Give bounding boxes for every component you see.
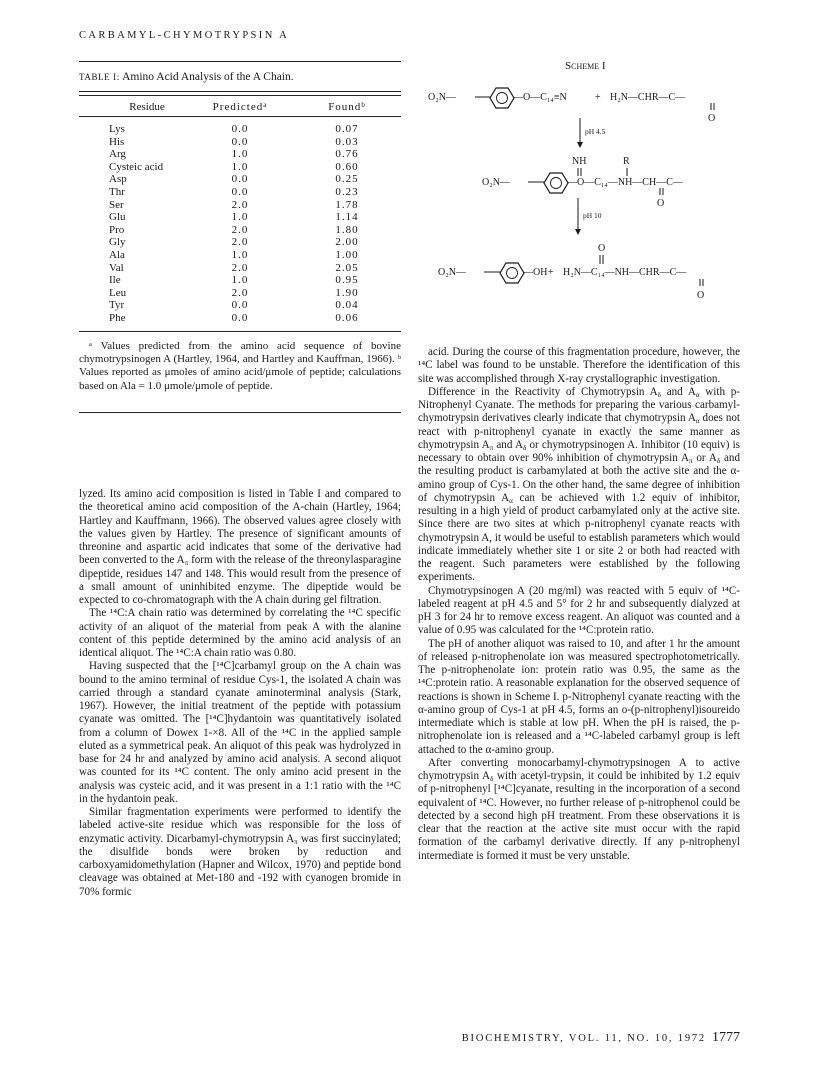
cell-predicted: 2.0 (231, 223, 249, 236)
table-body (79, 117, 401, 325)
table-row (79, 211, 401, 224)
table-footnote: ᵃ Values predicted from the amino acid sequence of bovine chymotrypsinogen A (Hartley, 1964, and Hartley and Kauffman, 1966). ᵇ Values reported as μmoles of amino acid/μmole of peptide; calculations based on Ala = 1.0 μmole/μmole of peptide. (79, 339, 401, 392)
cell-predicted: 0.0 (231, 123, 249, 135)
table-top-rule (79, 61, 401, 62)
cell-predicted: 2.0 (231, 198, 249, 211)
row3-product: H₂N—C₁₄—NH—CHR—C— (563, 267, 687, 278)
benzene-ring-icon (490, 88, 514, 108)
table-label: TABLE I: (79, 72, 120, 82)
cell-residue: Thr (109, 185, 125, 198)
table-row (79, 148, 401, 161)
body-paragraph: The pH of another aliquot was raised to 10, and after 1 hr the amount of released p-nitrophenolate ion was measured spectrophotometrically. The p-nitrophenolate ion: protein ratio was 0.95, the same as the ¹⁴C:protein ratio. A reasonable explanation for the observed sequence of reactions is shown in Scheme I. p-Nitrophenyl cyanate reacting with the α-amino group of Cys-1 at pH 4.5, forms an o-(p-nitrophenyl)isoureido intermediate which is stable at low pH. When the pH is raised, the p-nitrophenolate ion is released and a ¹⁴C-labeled carbamyl group is left attached to the α-amino group. (418, 637, 740, 756)
row1-amine: H₂N—CHR—C— (610, 92, 686, 103)
cell-found: 1.78 (335, 198, 359, 211)
cell-residue: Ala (109, 248, 125, 261)
cell-found: 1.14 (335, 211, 359, 224)
cell-residue: Cysteic acid (109, 160, 164, 173)
cell-found: 1.00 (335, 248, 359, 261)
cell-found: 0.76 (335, 148, 359, 161)
table-caption (79, 71, 401, 83)
cell-residue: Lys (109, 123, 125, 135)
cell-residue: Ser (109, 198, 124, 211)
cell-predicted: 2.0 (231, 286, 249, 299)
cell-predicted: 1.0 (231, 274, 249, 287)
amino-acid-table (79, 96, 401, 325)
table-row (79, 173, 401, 186)
cell-residue: Pro (109, 223, 125, 236)
running-head: CARBAMYL-CHYMOTRYPSIN A (79, 30, 290, 41)
row3-top-o: O (598, 243, 606, 254)
cell-found: 0.60 (335, 160, 359, 173)
benzene-ring-icon (544, 173, 568, 193)
cell-found: 1.90 (335, 286, 359, 299)
row1-carbonyl-o: O (708, 113, 716, 124)
arrow2-condition: pH 10 (583, 211, 602, 220)
header-predicted: Predicted$^a$ (212, 101, 268, 113)
cell-predicted: 2.0 (231, 261, 249, 274)
cell-found: 0.25 (335, 173, 359, 186)
scheme-title: Scheme I (565, 60, 606, 72)
cell-found: 2.05 (335, 261, 359, 274)
table-header-row (79, 96, 401, 117)
body-paragraph: Having suspected that the [¹⁴C]carbamyl group on the A chain was bound to the amino terminal of residue Cys-1, the isolated A chain was carried through a standard cyanate aminoterminal analysis (Stark, 1967). However, the initial treatment of the peptide with potassium cyanate was omitted. The [¹⁴C]hydantoin was quantitatively isolated from a column of Dowex 1-×8. All of the ¹⁴C in the applied sample eluted as a symmetrical peak. An aliquot of this peak was hydrolyzed in base for 24 hr and analyzed by amino acid analysis. A second aliquot was counted for its ¹⁴C content. The only amino acid present in the analysis was cysteic acid, and it was present in a 1:1 ratio with the ¹⁴C in the hydantoin peak. (79, 660, 401, 805)
cell-predicted: 1.0 (231, 211, 249, 224)
cell-found: 0.23 (335, 185, 359, 198)
row3-nitro: O₂N— (438, 267, 466, 278)
cell-predicted: 0.0 (231, 299, 249, 312)
cell-residue: Tyr (109, 299, 125, 312)
body-paragraph: Difference in the Reactivity of Chymotrypsin $A_\delta$ and $A_\alpha$ with p-Nitrophenyl Cyanate. The methods for preparing the various carbamyl-chymotrypsin derivatives clearly indicate that chymotrypsin $A_\alpha$ does not react with p-nitrophenyl cyanate in exactly the same manner as chymotrypsin $A_\pi$ and $A_\delta$ or chymotrypsinogen A. Inhibitor (10 equiv) is necessary to obtain over 90% inhibition of chymotrypsin $A_\pi$ or $A_\delta$ and the resulting product is carbamylated at both the active site and the α-amino group of Cys-1. On the other hand, the same degree of inhibition of chymotrypsin $A_\alpha$ can be achieved with 1.2 equiv of inhibitor, resulting in a high yield of product carbamylated only at the active site. Since there are two sites at which p-nitrophenyl cyanate reacts with chymotrypsin A, it would be useful to establish parameters which would indicate immediately whether site 1 or site 2 or both had reacted with the reagent. Such parameters were established by the following experiments. (418, 385, 741, 584)
table-title: Amino Acid Analysis of the A Chain. (122, 71, 294, 83)
footnote-mark-b: b (361, 101, 366, 109)
benzene-ring-icon (500, 263, 524, 283)
cell-found: 0.07 (335, 123, 359, 135)
table-row (79, 186, 401, 199)
table-row (79, 287, 401, 300)
cell-predicted: 0.0 (231, 173, 249, 186)
row1-plus: + (595, 92, 601, 103)
footnote-mark-a: a (263, 101, 268, 109)
journal-citation: BIOCHEMISTRY, VOL. 11, NO. 10, 1972 (461, 1033, 706, 1044)
cell-residue: Gly (109, 236, 126, 249)
right-column-text (418, 346, 740, 863)
table-rule (79, 91, 401, 92)
table-row (79, 312, 401, 325)
row2-nh: NH (572, 156, 587, 167)
table-row (79, 262, 401, 275)
row1-nitro: O₂N— (428, 92, 456, 103)
table-row (79, 236, 401, 249)
table-row (79, 117, 401, 136)
table-row (79, 199, 401, 212)
row3-phenol: —OH (523, 267, 548, 278)
row2-carbonyl-o: O (657, 198, 665, 209)
cell-residue: Ile (109, 274, 121, 287)
row2-nitro: O₂N— (482, 177, 510, 188)
cell-residue: Val (109, 261, 124, 274)
cell-residue: Glu (109, 211, 126, 224)
cell-found: 0.04 (335, 299, 359, 312)
scheme-1-diagram (420, 76, 750, 331)
cell-predicted: 1.0 (231, 160, 249, 173)
row2-intermediate: —O—C₁₄—NH—CH—C— (567, 177, 683, 188)
table-rule (79, 331, 401, 332)
cell-predicted: 0.0 (231, 135, 249, 148)
row3-plus: + (548, 267, 554, 278)
table-row (79, 274, 401, 287)
cell-predicted: 0.0 (231, 311, 249, 324)
page-footer (418, 1030, 740, 1046)
cell-residue: His (109, 135, 125, 148)
cell-predicted: 1.0 (231, 148, 249, 161)
body-paragraph: Chymotrypsinogen A (20 mg/ml) was reacted with 5 equiv of ¹⁴C-labeled reagent at pH 4.5 and 5° for 2 hr and subsequently dialyzed at pH 3 for 24 hr to remove excess reagent. An aliquot was counted and a value of 0.95 was calculated for the ¹⁴C:protein ratio. (418, 584, 740, 637)
cell-residue: Arg (109, 148, 126, 161)
body-paragraph: lyzed. Its amino acid composition is listed in Table I and compared to the theoretical amino acid composition of the A-chain (Hartley, 1964; Hartley and Kauffmann, 1966). The observed values agree closely with the values given by Hartley. The presence of significant amounts of threonine and aspartic acid indicates that some of the derivative had been converted to the $A_\pi$ form with the release of the threonylasparagine dipeptide, residues 147 and 148. This would result from the presence of a small amount of uninhibited enzyme. The dipeptide would be expected to co-chromatograph with the A chain during gel filtration. (79, 488, 401, 606)
cell-found: 1.80 (335, 223, 359, 236)
cell-found: 0.06 (335, 311, 359, 324)
row2-r: R (623, 156, 630, 167)
body-paragraph: The ¹⁴C:A chain ratio was determined by correlating the ¹⁴C specific activity of an aliquot of the material from peak A with the alanine content of this peptide determined by the amino acid analysis of an identical aliquot. The ¹⁴C:A chain ratio was 0.80. (79, 607, 401, 659)
table-row (79, 249, 401, 262)
cell-predicted: 2.0 (231, 236, 249, 249)
arrow1-condition: pH 4.5 (585, 127, 606, 136)
table-bottom-rule (79, 412, 401, 413)
table-row (79, 161, 401, 174)
cell-residue: Asp (109, 173, 127, 186)
body-paragraph: Similar fragmentation experiments were performed to identify the labeled active-site residue which was responsible for the loss of enzymatic activity. Dicarbamyl-chymotrypsin $A_\pi$ was first succinylated; the disulfide bonds were broken by reduction and carboxyamidomethylation (Hapner and Wilcox, 1970) and peptide bond cleavage was obtained at Met-180 and -192 with cyanogen bromide in 70% formic (79, 806, 401, 898)
left-column-text (79, 488, 401, 899)
header-residue: Residue (129, 101, 165, 113)
cell-predicted: 0.0 (231, 185, 249, 198)
cell-found: 2.00 (335, 236, 359, 249)
table-row (79, 299, 401, 312)
row1-cyanate: —O—C₁₄≡N (513, 92, 567, 103)
row3-carbonyl-o: O (697, 290, 705, 301)
cell-found: 0.95 (335, 274, 359, 287)
table-row (79, 224, 401, 237)
page-number: 1777 (712, 1030, 740, 1045)
table-1 (79, 61, 401, 413)
cell-found: 0.03 (335, 135, 359, 148)
body-paragraph: After converting monocarbamyl-chymotrypsinogen A to active chymotrypsin $A_\delta$ with acetyl-trypsin, it could be inhibited by 1.2 equiv of p-nitrophenyl [¹⁴C]cyanate, resulting in the incorporation of a second equivalent of ¹⁴C. However, no further release of p-nitrophenol could be detected by a second high pH treatment. From these observations it is clear that the reaction at the active site must occur with the rapid formation of the carbamyl derivative directly. If any p-nitrophenyl intermediate is formed it must be very unstable. (418, 756, 741, 862)
cell-residue: Phe (109, 311, 126, 324)
cell-predicted: 1.0 (231, 248, 249, 261)
header-found: Found$^b$ (328, 101, 366, 113)
cell-residue: Leu (109, 286, 127, 299)
body-paragraph: acid. During the course of this fragmentation procedure, however, the ¹⁴C label was found to be unstable. Therefore the identification of this site was accomplished through X-ray crystallographic investigation. (418, 346, 740, 385)
table-row (79, 136, 401, 149)
